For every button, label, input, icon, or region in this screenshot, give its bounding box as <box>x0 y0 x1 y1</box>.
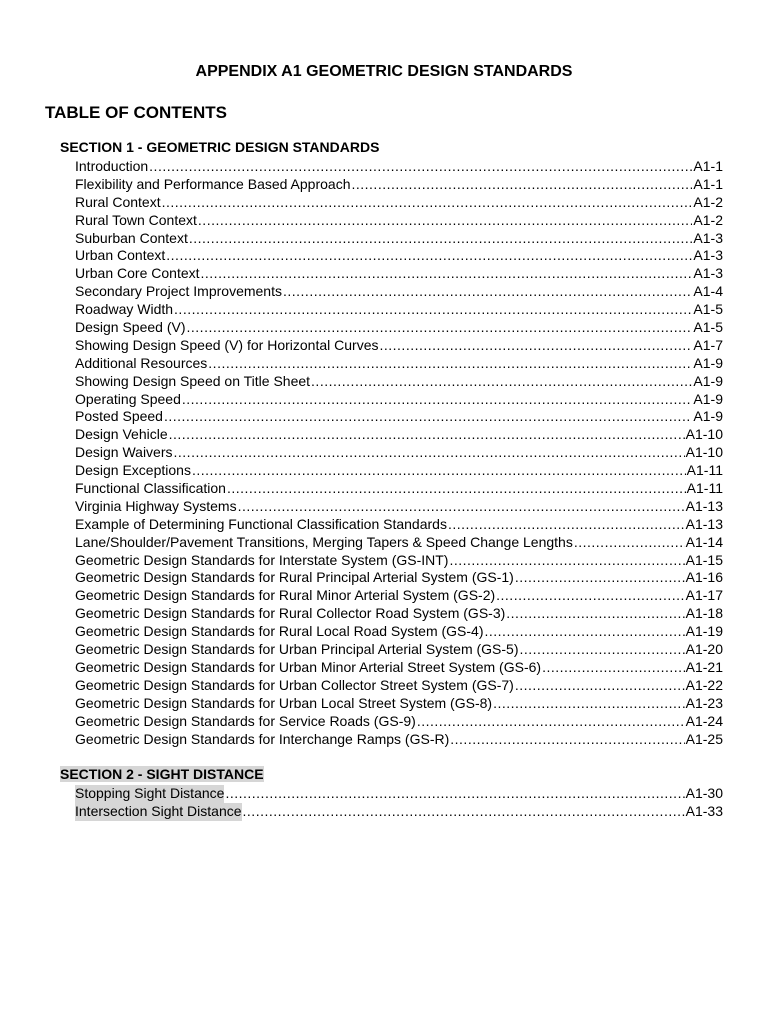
toc-entry-page-number: A1-5 <box>693 301 723 318</box>
document-title: APPENDIX A1 GEOMETRIC DESIGN STANDARDS <box>195 63 573 80</box>
toc-entry-label: Urban Core Context <box>75 265 200 282</box>
toc-entry[interactable] <box>75 605 723 623</box>
toc-entry[interactable] <box>75 265 723 283</box>
dot-leader <box>164 408 692 426</box>
toc-entry-label: Rural Context <box>75 193 161 210</box>
toc-entry-label: Geometric Design Standards for Urban Collector Street System (GS-7) <box>75 676 514 693</box>
toc-entry-label: Design Waivers <box>75 444 173 461</box>
toc-entry-page-number: A1-10 <box>685 426 723 443</box>
toc-entry[interactable] <box>75 552 723 570</box>
toc-entry[interactable] <box>75 516 723 534</box>
toc-entry-label: Design Speed (V) <box>75 319 186 336</box>
dot-leader <box>174 444 685 462</box>
dot-leader <box>162 194 693 212</box>
dot-leader <box>515 569 685 587</box>
dot-leader <box>201 265 693 283</box>
dot-leader <box>506 605 684 623</box>
toc-entry[interactable] <box>75 391 723 409</box>
toc-entry[interactable] <box>75 569 723 587</box>
toc-entry-label: Geometric Design Standards for Interstate System (GS-INT) <box>75 551 449 568</box>
toc-entry[interactable] <box>75 498 723 516</box>
toc-entry-page-number: A1-24 <box>685 712 723 729</box>
toc-entry-label: Secondary Project Improvements <box>75 283 282 300</box>
toc-entry-page-number: A1-18 <box>685 605 723 622</box>
toc-entry[interactable] <box>75 677 723 695</box>
toc-entry-page-number: A1-4 <box>693 283 723 300</box>
toc-entry-page-number: A1-3 <box>693 265 723 282</box>
toc-entry[interactable] <box>75 373 723 391</box>
dot-leader <box>227 480 686 498</box>
toc-entry-label: Showing Design Speed (V) for Horizontal Curves <box>75 336 379 353</box>
toc-entry-page-number: A1-11 <box>686 480 723 497</box>
toc-entry-label: Lane/Shoulder/Pavement Transitions, Merging Tapers & Speed Change Lengths <box>75 533 573 550</box>
toc-entry[interactable] <box>75 534 723 552</box>
toc-entry-page-number: A1-25 <box>685 730 723 747</box>
dot-leader <box>243 803 685 821</box>
toc-entry-page-number: A1-10 <box>685 444 723 461</box>
dot-leader <box>493 695 685 713</box>
toc-entry-label: Example of Determining Functional Classification Standards <box>75 515 447 532</box>
toc-entry[interactable] <box>75 713 723 731</box>
toc-entry-label: Rural Town Context <box>75 211 197 228</box>
toc-entry-label: Intersection Sight Distance <box>75 802 242 819</box>
toc-entry-page-number: A1-30 <box>685 785 723 801</box>
dot-leader <box>283 283 692 301</box>
dot-leader <box>192 462 686 480</box>
toc-entry-page-number: A1-23 <box>685 694 723 711</box>
toc-entry[interactable] <box>75 247 723 265</box>
toc-entry-page-number: A1-22 <box>685 676 723 693</box>
toc-entry-label: Geometric Design Standards for Rural Minor Arterial System (GS-2) <box>75 587 496 604</box>
toc-entry-label: Geometric Design Standards for Rural Local Road System (GS-4) <box>75 623 484 640</box>
dot-leader <box>574 534 685 552</box>
toc-entry[interactable] <box>75 785 723 803</box>
toc-entry-label: Design Exceptions <box>75 462 191 479</box>
toc-entry[interactable] <box>75 176 723 194</box>
toc-entry-page-number: A1-2 <box>693 211 723 228</box>
toc-entry-page-number: A1-3 <box>693 229 723 246</box>
toc-entry-label: Geometric Design Standards for Urban Minor Arterial Street System (GS-6) <box>75 658 542 675</box>
dot-leader <box>485 623 685 641</box>
dot-leader <box>448 516 685 534</box>
toc-entry-label: Geometric Design Standards for Rural Principal Arterial System (GS-1) <box>75 569 514 586</box>
toc-entry-label: Additional Resources <box>75 354 208 371</box>
toc-entry[interactable] <box>75 355 723 373</box>
toc-entry-page-number: A1-1 <box>693 158 723 174</box>
toc-entry-label: Operating Speed <box>75 390 181 407</box>
toc-entry[interactable] <box>75 444 723 462</box>
toc-entry-page-number: A1-13 <box>685 497 723 514</box>
toc-entry-label: Geometric Design Standards for Service Roads (GS-9) <box>75 712 416 729</box>
dot-leader <box>238 498 685 516</box>
dot-leader <box>417 713 685 731</box>
toc-entry-label: Geometric Design Standards for Interchange Ramps (GS-R) <box>75 730 450 747</box>
dot-leader <box>225 785 684 803</box>
dot-leader <box>166 247 692 265</box>
dot-leader <box>189 230 693 248</box>
toc-entry[interactable] <box>75 158 723 176</box>
dot-leader <box>450 731 684 749</box>
toc-entry[interactable] <box>75 230 723 248</box>
toc-entry-page-number: A1-5 <box>693 319 723 336</box>
dot-leader <box>198 212 693 230</box>
toc-entry-label: Geometric Design Standards for Rural Collector Road System (GS-3) <box>75 605 506 622</box>
toc-entry-list <box>60 785 723 821</box>
toc-entry[interactable] <box>75 803 723 821</box>
toc-heading: TABLE OF CONTENTS <box>45 103 227 122</box>
toc-entry-page-number: A1-16 <box>685 569 723 586</box>
toc-entry-page-number: A1-14 <box>685 533 723 550</box>
dot-leader <box>351 176 692 194</box>
toc-entry[interactable] <box>75 587 723 605</box>
toc-entry-page-number: A1-7 <box>693 336 723 353</box>
dot-leader <box>542 659 685 677</box>
toc-entry-page-number: A1-33 <box>685 802 723 819</box>
toc-entry[interactable] <box>75 641 723 659</box>
section-heading-text: SECTION 1 - GEOMETRIC DESIGN STANDARDS <box>60 139 380 155</box>
dot-leader <box>208 355 692 373</box>
toc-entry[interactable] <box>75 623 723 641</box>
toc-entry-page-number: A1-1 <box>693 175 723 192</box>
section-heading <box>60 765 723 783</box>
toc-entry-page-number: A1-21 <box>685 658 723 675</box>
toc-entry[interactable] <box>75 319 723 337</box>
dot-leader <box>496 587 685 605</box>
toc-entry-label: Geometric Design Standards for Urban Local Street System (GS-8) <box>75 694 493 711</box>
toc-entry-list <box>60 158 723 748</box>
toc-entry[interactable] <box>75 731 723 749</box>
toc-entry-label: Functional Classification <box>75 480 226 497</box>
toc-entry-page-number: A1-13 <box>685 515 723 532</box>
toc-entry-page-number: A1-9 <box>693 354 723 371</box>
dot-leader <box>520 641 685 659</box>
toc-entry-label: Urban Context <box>75 247 166 264</box>
toc-entry[interactable] <box>75 408 723 426</box>
toc-entry-page-number: A1-20 <box>685 641 723 658</box>
dot-leader <box>449 552 684 570</box>
toc-entry-label: Posted Speed <box>75 408 163 425</box>
dot-leader <box>182 391 693 409</box>
toc-entry[interactable] <box>75 212 723 230</box>
toc-entry-label: Geometric Design Standards for Urban Principal Arterial System (GS-5) <box>75 641 519 658</box>
toc-entry-page-number: A1-9 <box>693 372 723 389</box>
toc-entry[interactable] <box>75 301 723 319</box>
toc-entry-label: Showing Design Speed on Title Sheet <box>75 372 311 389</box>
toc-entry-label: Virginia Highway Systems <box>75 497 237 514</box>
toc-section-2 <box>60 765 723 821</box>
toc-entry-page-number: A1-3 <box>693 247 723 264</box>
toc-entry[interactable] <box>75 337 723 355</box>
dot-leader <box>169 426 685 444</box>
dot-leader <box>515 677 685 695</box>
toc-entry-page-number: A1-9 <box>693 408 723 425</box>
dot-leader <box>187 319 693 337</box>
toc-entry-page-number: A1-9 <box>693 390 723 407</box>
toc-entry[interactable] <box>75 695 723 713</box>
toc-entry-page-number: A1-15 <box>685 551 723 568</box>
toc-entry-page-number: A1-19 <box>685 623 723 640</box>
dot-leader <box>174 301 692 319</box>
toc-entry[interactable] <box>75 480 723 498</box>
section-heading <box>60 138 723 156</box>
dot-leader <box>379 337 692 355</box>
toc-entry[interactable] <box>75 194 723 212</box>
toc-entry-page-number: A1-17 <box>685 587 723 604</box>
toc-entry-page-number: A1-2 <box>693 193 723 210</box>
toc-entry-label: Stopping Sight Distance <box>75 785 225 801</box>
section-heading-text: SECTION 2 - SIGHT DISTANCE <box>60 766 264 782</box>
toc-entry-label: Introduction <box>75 158 149 174</box>
dot-leader <box>311 373 692 391</box>
toc-section-1 <box>60 138 723 748</box>
toc-entry-page-number: A1-11 <box>686 462 723 479</box>
toc-entry-label: Design Vehicle <box>75 426 168 443</box>
dot-leader <box>149 158 692 176</box>
toc-entry-label: Flexibility and Performance Based Approach <box>75 175 351 192</box>
toc-entry[interactable] <box>75 659 723 677</box>
toc-entry[interactable] <box>75 426 723 444</box>
toc-entry[interactable] <box>75 283 723 301</box>
toc-entry[interactable] <box>75 462 723 480</box>
toc-entry-label: Roadway Width <box>75 301 174 318</box>
toc-entry-label: Suburban Context <box>75 229 188 246</box>
